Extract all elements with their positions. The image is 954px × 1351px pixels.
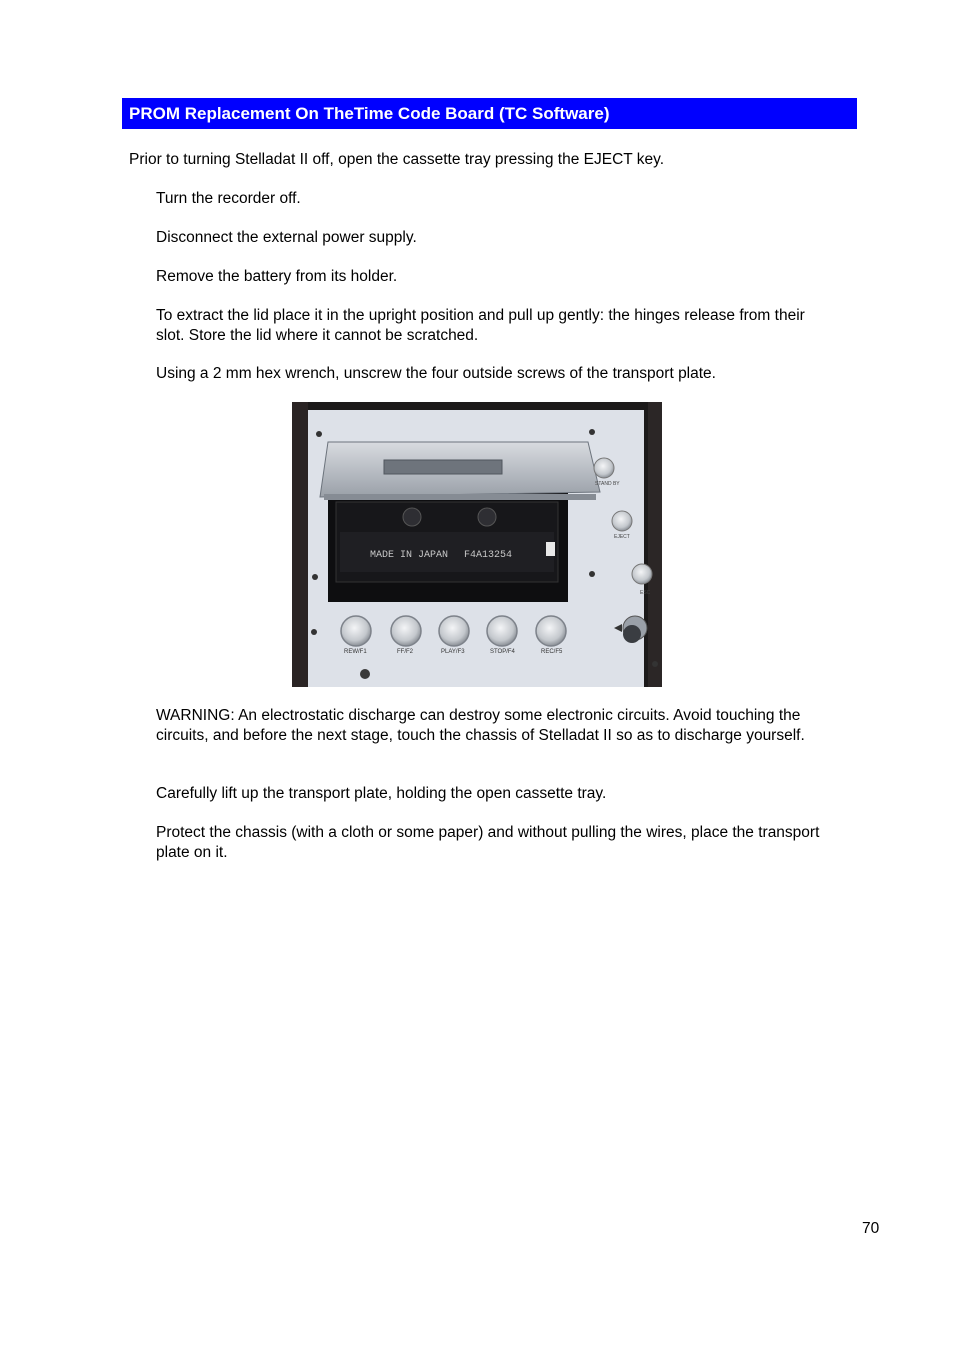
recorder-photo	[292, 402, 662, 687]
step-disconnect-power: Disconnect the external power supply.	[156, 229, 417, 246]
step-turn-off: Turn the recorder off.	[156, 190, 301, 207]
ff-f2-label: FF/F2	[397, 649, 413, 655]
rec-f5-label: REC/F5	[541, 649, 563, 655]
play-f3-label: PLAY/F3	[441, 649, 465, 655]
step-lift-plate: Carefully lift up the transport plate, holding the open cassette tray.	[156, 785, 607, 802]
warning-paragraph: WARNING: An electrostatic discharge can destroy some electronic circuits. Avoid touching the circuits, and before the next stage, touch the chassis of Stelladat II so as to discharge yourself.	[156, 707, 805, 744]
step-extract-lid: To extract the lid place it in the upright position and pull up gently: the hinges release from their slot. Store the lid where it cannot be scratched.	[156, 307, 805, 344]
standby-label: STAND BY	[595, 481, 620, 487]
rew-f1-label: REW/F1	[344, 649, 367, 655]
esc-label: ESC	[640, 590, 651, 596]
page-number: 70	[862, 1220, 880, 1237]
step-unscrew-screws: Using a 2 mm hex wrench, unscrew the four outside screws of the transport plate.	[156, 365, 716, 382]
cassette-label: MADE IN JAPAN	[370, 550, 449, 561]
eject-label: EJECT	[614, 534, 630, 540]
section-heading: PROM Replacement On TheTime Code Board (TC Software)	[122, 98, 857, 129]
stop-f4-label: STOP/F4	[490, 649, 515, 655]
step-protect-chassis: Protect the chassis (with a cloth or some paper) and without pulling the wires, place the transport plate on it.	[156, 824, 820, 861]
step-remove-battery: Remove the battery from its holder.	[156, 268, 398, 285]
intro-paragraph: Prior to turning Stelladat II off, open the cassette tray pressing the EJECT key.	[129, 151, 665, 168]
cassette-code: F4A13254	[464, 550, 513, 561]
